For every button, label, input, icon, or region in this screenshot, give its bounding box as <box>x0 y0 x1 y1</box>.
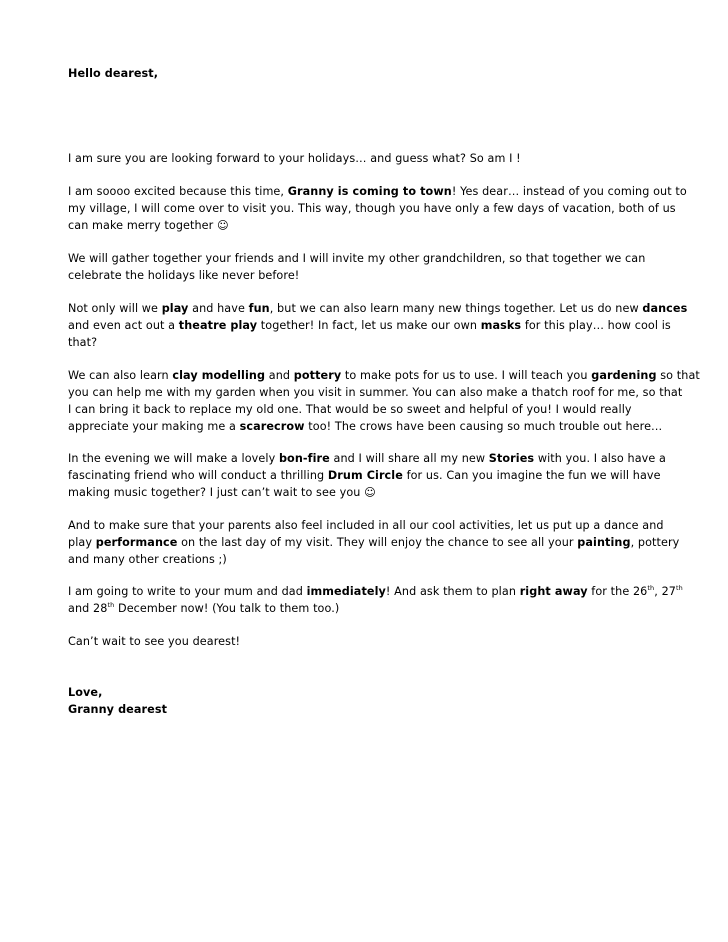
paragraph-line: making music together? I just can’t wait to see you ☺ <box>68 486 376 499</box>
closing: Love, <box>68 686 103 699</box>
paragraph-line: and even act out a theatre play together! In fact, let us make our own masks for this play… how cool is <box>68 319 671 332</box>
paragraph-line: I am sure you are looking forward to your holidays… and guess what? So am I ! <box>68 152 521 165</box>
paragraph-line: Not only will we play and have fun, but we can also learn many new things together. Let us do new dances <box>68 302 688 315</box>
paragraph-line: I am going to write to your mum and dad immediately! And ask them to plan right away for the 26th, 27th <box>68 584 683 598</box>
paragraph-line: We can also learn clay modelling and pottery to make pots for us to use. I will teach you gardening so that <box>68 369 700 382</box>
paragraph-line: you can help me with my garden when you visit in summer. You can also make a thatch roof for me, so that <box>68 386 683 399</box>
paragraph-line: In the evening we will make a lovely bon-fire and I will share all my new Stories with you. I also have a <box>68 452 666 465</box>
paragraph-line: I am soooo excited because this time, Granny is coming to town! Yes dear… instead of you coming out to <box>68 185 687 198</box>
paragraph-line: fascinating friend who will conduct a thrilling Drum Circle for us. Can you imagine the fun we will have <box>68 469 661 482</box>
paragraph-line: my village, I will come over to visit you. This way, though you have only a few days of vacation, both of us <box>68 202 676 215</box>
paragraph-line: that? <box>68 336 98 349</box>
signature: Granny dearest <box>68 703 168 716</box>
paragraph-line: and 28th December now! (You talk to them too.) <box>68 601 340 615</box>
paragraph-line: can make merry together ☺ <box>68 219 229 232</box>
paragraph-line: I can bring it back to replace my old one. That would be so sweet and helpful of you! I would really <box>68 403 632 416</box>
paragraph-line: We will gather together your friends and I will invite my other grandchildren, so that together we can <box>68 252 646 265</box>
paragraph-line: And to make sure that your parents also feel included in all our cool activities, let us put up a dance and <box>68 519 664 532</box>
paragraph-line: and many other creations ;) <box>68 553 227 566</box>
paragraph-line: celebrate the holidays like never before! <box>68 269 300 282</box>
paragraph-line: play performance on the last day of my visit. They will enjoy the chance to see all your painting, pottery <box>68 536 680 549</box>
greeting: Hello dearest, <box>68 67 159 80</box>
paragraph-line: appreciate your making me a scarecrow too! The crows have been causing so much trouble out here… <box>68 420 663 433</box>
paragraph-line: Can’t wait to see you dearest! <box>68 635 241 648</box>
